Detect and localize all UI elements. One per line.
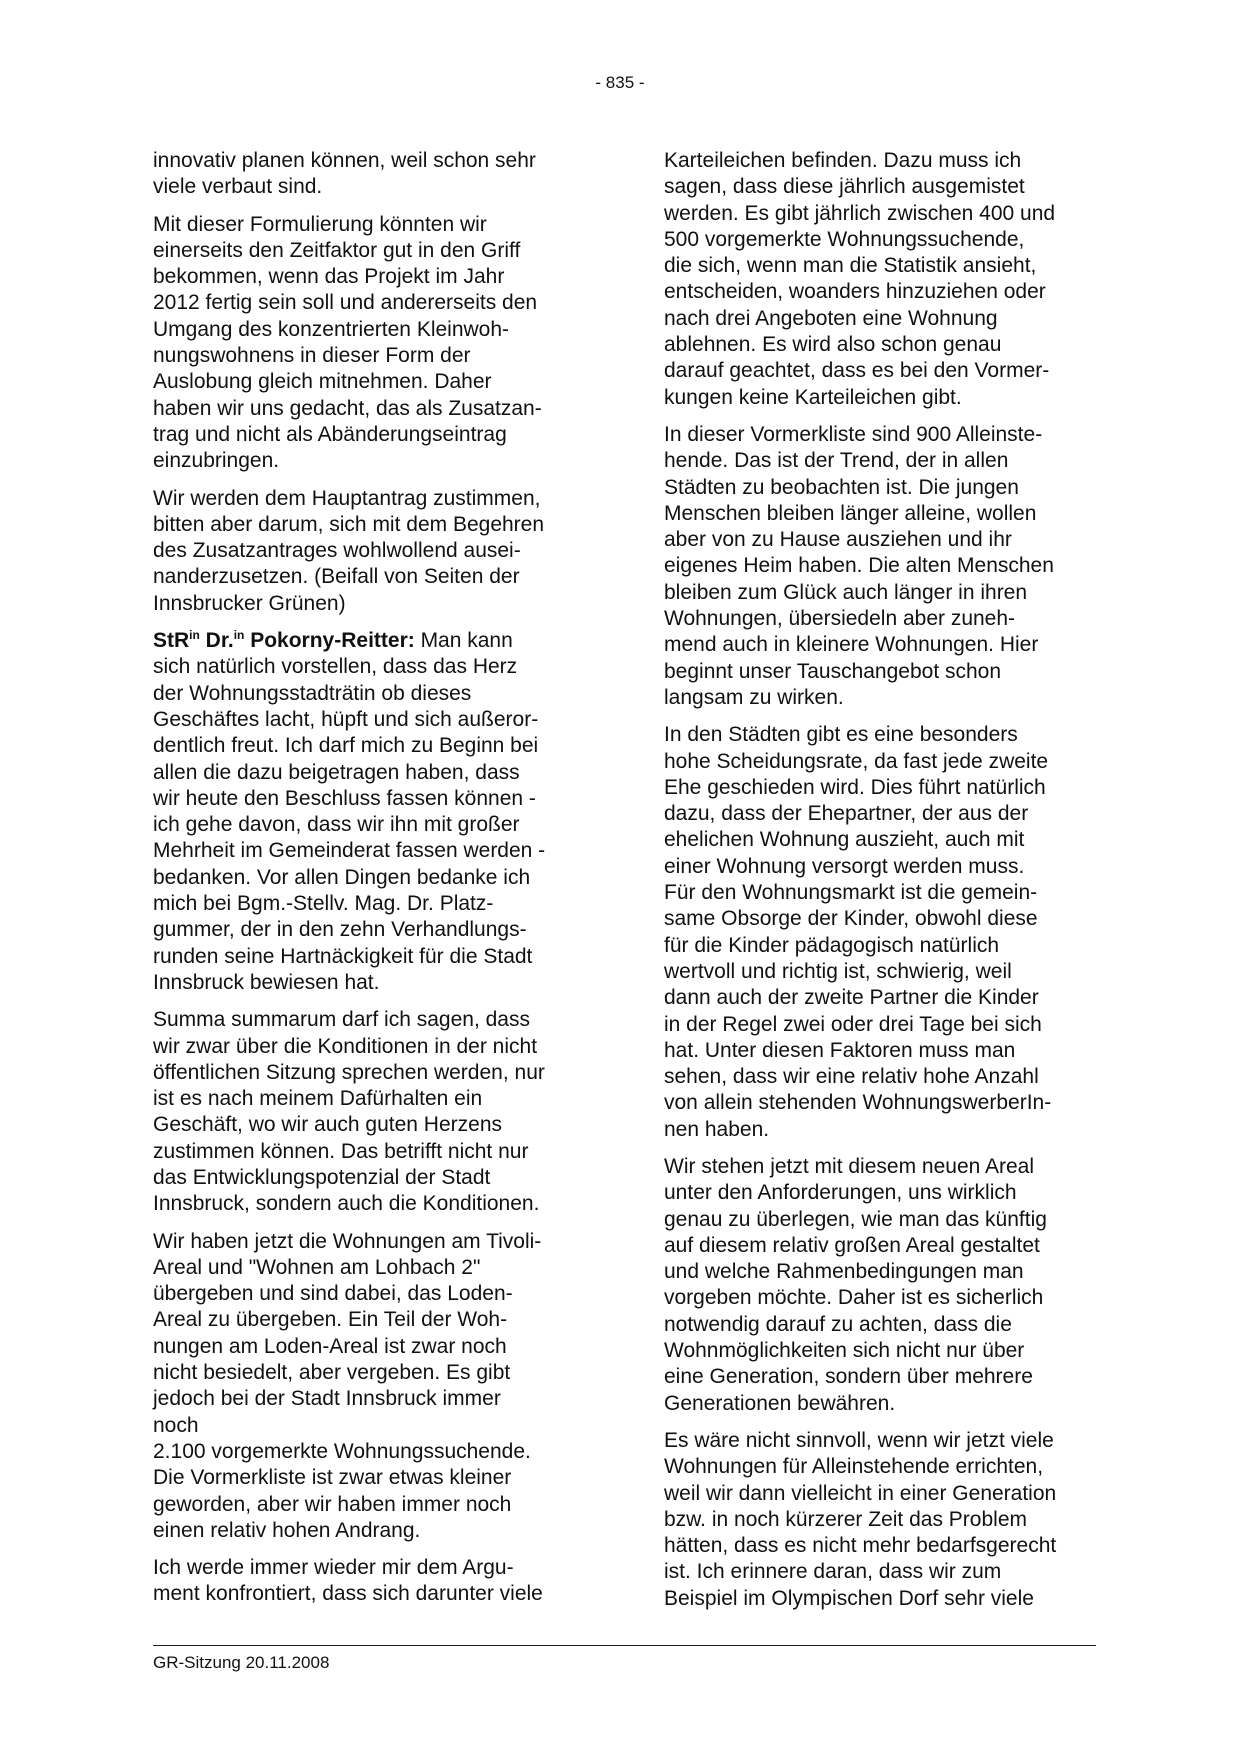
paragraph: Wir haben jetzt die Wohnungen am Tivoli- Areal und "Wohnen am Lohbach 2" übergeben und sind dabei, das Loden- Areal zu übergeben. Ein Teil der Woh- nungen am Loden-Areal ist zwar noch nicht besiedelt, aber vergeben. Es gibt jedoch bei der Stadt Innsbruck immer noch 2.100 vorgemerkte Wohnungssuchende. Die Vormerkliste ist zwar etwas kleiner geworden, aber wir haben immer noch einen relativ hohen Andrang. [153,1229,542,1542]
left-column [153,148,589,1619]
speaker-title-2: Dr. [199,629,234,653]
paragraph: In dieser Vormerkliste sind 900 Alleinste- hende. Das ist der Trend, der in allen Städten zu beobachten ist. Die jungen Menschen bleiben länger alleine, wollen aber von zu Hause ausziehen und ihr eigenes Heim haben. Die alten Menschen bleiben zum Glück auch länger in ihren Wohnungen, übersiedeln aber zuneh- mend auch in kleinere Wohnungen. Hier beginnt unser Tauschangebot schon langsam zu wirken. [664,422,1054,709]
paragraph: innovativ planen können, weil schon sehr viele verbaut sind. [153,149,536,199]
footer-divider [153,1645,1096,1646]
speaker-paragraph [153,628,589,996]
speaker-title-1: StR [153,629,190,653]
speaker-text: Man kann sich natürlich vorstellen, dass das Herz der Wohnungsstadträtin ob dieses Geschäftes lacht, hüpft und sich außeror- dentlich freut. Ich darf mich zu Beginn bei allen die dazu beigetragen haben, dass wir heute den Beschluss fassen können - ich gehe davon, dass wir ihn mit großer Mehrheit im Gemeinderat fassen werden - bedanken. Vor allen Dingen bedanke ich mich bei Bgm.-Stellv. Mag. Dr. Platz- gummer, der in den zehn Verhandlungs- runden seine Hartnäckigkeit für die Stadt Innsbruck bewiesen hat. [153,629,546,994]
paragraph: Wir stehen jetzt mit diesem neuen Areal unter den Anforderungen, uns wirklich genau zu überlegen, wie man das künftig auf diesem relativ großen Areal gestaltet und welche Rahmenbedingungen man vorgeben möchte. Daher ist es sicherlich notwendig darauf zu achten, dass die Wohnmöglichkeiten sich nicht nur über eine Generation, sondern über mehrere Generationen bewähren. [664,1154,1047,1415]
speaker-sup-1: in [189,628,200,643]
page-number: - 835 - [595,73,645,92]
right-column [664,148,1100,1623]
speaker-surname: Pokorny-Reitter: [244,629,415,653]
paragraph: Karteileichen befinden. Dazu muss ich sagen, dass diese jährlich ausgemistet werden. Es gibt jährlich zwischen 400 und 500 vorgemerkte Wohnungssuchende, die sich, wenn man die Statistik ansieht, entscheiden, woanders hinzuziehen oder nach drei Angeboten eine Wohnung ablehnen. Es wird also schon genau darauf geachtet, dass es bei den Vormer- kungen keine Karteileichen gibt. [664,149,1056,409]
paragraph: Summa summarum darf ich sagen, dass wir zwar über die Konditionen in der nicht öffentlichen Sitzung sprechen werden, nur ist es nach meinem Dafürhalten ein Geschäft, wo wir auch guten Herzens zustimmen können. Das betrifft nicht nur das Entwicklungspotenzial der Stadt Innsbruck, sondern auch die Konditionen. [153,1008,545,1216]
paragraph: Es wäre nicht sinnvoll, wenn wir jetzt viele Wohnungen für Alleinstehende errichten, weil wir dann vielleicht in einer Generation bzw. in noch kürzerer Zeit das Problem hätten, dass es nicht mehr bedarfsgerecht ist. Ich erinnere daran, dass wir zum Beispiel im Olympischen Dorf sehr viele [664,1428,1057,1610]
footer-text: GR-Sitzung 20.11.2008 [153,1653,330,1672]
paragraph: Ich werde immer wieder mir dem Argu- ment konfrontiert, dass sich darunter viele [153,1556,543,1606]
paragraph: Wir werden dem Hauptantrag zustimmen, bitten aber darum, sich mit dem Begehren des Zusatzantrages wohlwollend ausei- nanderzusetzen. (Beifall von Seiten der Innsbrucker Grünen) [153,486,545,615]
paragraph: Mit dieser Formulierung könnten wir einerseits den Zeitfaktor gut in den Griff bekommen, wenn das Projekt im Jahr 2012 fertig sein soll und andererseits den Umgang des konzentrierten Kleinwoh- nungswohnens in dieser Form der Auslobung gleich mitnehmen. Daher haben wir uns gedacht, das als Zusatzan- trag und nicht als Abänderungseintrag einzubringen. [153,212,542,473]
speaker-name [153,629,415,652]
paragraph: In den Städten gibt es eine besonders hohe Scheidungsrate, da fast jede zweite Ehe geschieden wird. Dies führt natürlich dazu, dass der Ehepartner, der aus der ehelichen Wohnung auszieht, auch mit einer Wohnung versorgt werden muss. Für den Wohnungsmarkt ist die gemein- same Obsorge der Kinder, obwohl diese für die Kinder pädagogisch natürlich wertvoll und richtig ist, schwierig, weil dann auch der zweite Partner die Kinder in der Regel zwei oder drei Tage bei sich hat. Unter diesen Faktoren muss man sehen, dass wir eine relativ hohe Anzahl von allein stehenden WohnungswerberIn- nen haben. [664,723,1052,1141]
speaker-sup-2: in [233,628,245,643]
